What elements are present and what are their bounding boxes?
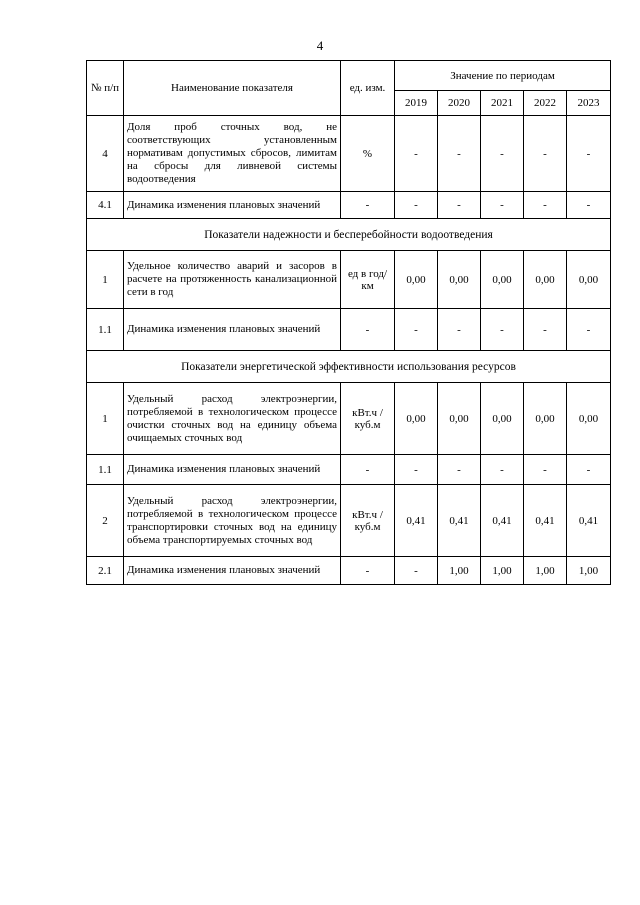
row-value: 1,00 — [438, 557, 481, 585]
row-number: 2.1 — [87, 557, 124, 585]
row-value: - — [395, 192, 438, 219]
row-value: - — [438, 192, 481, 219]
row-indicator-name: Динамика изменения плановых значений — [124, 309, 341, 351]
row-indicator-name: Удельное количество аварий и засоров в расчете на протяженность канализационной сети в год — [124, 251, 341, 309]
header-name: Наименование показателя — [124, 61, 341, 116]
row-number: 1 — [87, 251, 124, 309]
row-number: 1.1 — [87, 309, 124, 351]
row-indicator-name: Удельный расход электроэнергии, потребляемой в технологическом процессе очистки сточных вод на единицу объема очищаемых сточных вод — [124, 383, 341, 455]
table-row — [87, 455, 611, 485]
row-unit: - — [341, 455, 395, 485]
row-indicator-name: Доля проб сточных вод, не соответствующих установленным нормативам допустимых сбросов, лимитам на сбросы для ливневой системы водоотведения — [124, 116, 341, 192]
section-title: Показатели надежности и бесперебойности водоотведения — [87, 219, 611, 251]
row-unit: - — [341, 557, 395, 585]
row-number: 2 — [87, 485, 124, 557]
section-title: Показатели энергетической эффективности использования ресурсов — [87, 351, 611, 383]
row-number: 1.1 — [87, 455, 124, 485]
row-value: - — [524, 309, 567, 351]
row-indicator-name: Динамика изменения плановых значений — [124, 455, 341, 485]
row-value: - — [481, 116, 524, 192]
row-number: 1 — [87, 383, 124, 455]
row-indicator-name: Удельный расход электроэнергии, потребляемой в технологическом процессе транспортировки сточных вод на единицу объема транспортируемых сточных вод — [124, 485, 341, 557]
row-unit: - — [341, 309, 395, 351]
row-unit: ед в год/ км — [341, 251, 395, 309]
table-row — [87, 485, 611, 557]
row-unit: % — [341, 116, 395, 192]
table-row — [87, 192, 611, 219]
row-value: - — [395, 455, 438, 485]
row-value: - — [438, 309, 481, 351]
row-value: - — [567, 309, 611, 351]
table-row — [87, 383, 611, 455]
header-year: 2021 — [481, 91, 524, 116]
row-unit: кВт.ч / куб.м — [341, 383, 395, 455]
row-indicator-name: Динамика изменения плановых значений — [124, 557, 341, 585]
row-value: 0,00 — [395, 383, 438, 455]
row-value: 0,00 — [438, 383, 481, 455]
row-indicator-name: Динамика изменения плановых значений — [124, 192, 341, 219]
table-row — [87, 309, 611, 351]
row-value: 0,00 — [481, 383, 524, 455]
row-value: - — [481, 309, 524, 351]
row-value: 1,00 — [481, 557, 524, 585]
row-value: 0,00 — [438, 251, 481, 309]
row-value: - — [524, 192, 567, 219]
row-unit: - — [341, 192, 395, 219]
row-value: 1,00 — [524, 557, 567, 585]
page-number: 4 — [316, 38, 324, 53]
section-row — [87, 351, 611, 383]
row-number: 4.1 — [87, 192, 124, 219]
row-value: 0,41 — [524, 485, 567, 557]
row-value: 0,00 — [524, 383, 567, 455]
row-value: - — [395, 557, 438, 585]
row-value: - — [438, 455, 481, 485]
row-value: - — [438, 116, 481, 192]
header-unit: ед. изм. — [341, 61, 395, 116]
row-value: - — [524, 455, 567, 485]
row-value: 0,41 — [395, 485, 438, 557]
table-row — [87, 557, 611, 585]
row-value: - — [567, 192, 611, 219]
header-periods: Значение по периодам — [395, 61, 611, 91]
header-year: 2023 — [567, 91, 611, 116]
row-value: - — [395, 116, 438, 192]
row-value: - — [395, 309, 438, 351]
indicators-table — [86, 60, 611, 585]
header-num: № п/п — [87, 61, 124, 116]
row-value: - — [481, 455, 524, 485]
table-row — [87, 116, 611, 192]
row-value: - — [567, 116, 611, 192]
section-row — [87, 219, 611, 251]
row-value: 0,41 — [481, 485, 524, 557]
row-unit: кВт.ч / куб.м — [341, 485, 395, 557]
row-value: 0,00 — [524, 251, 567, 309]
table-row — [87, 251, 611, 309]
row-value: 0,00 — [481, 251, 524, 309]
row-number: 4 — [87, 116, 124, 192]
row-value: 0,00 — [395, 251, 438, 309]
row-value: 0,41 — [567, 485, 611, 557]
row-value: - — [567, 455, 611, 485]
header-year: 2022 — [524, 91, 567, 116]
header-year: 2019 — [395, 91, 438, 116]
row-value: 1,00 — [567, 557, 611, 585]
row-value: - — [481, 192, 524, 219]
row-value: 0,41 — [438, 485, 481, 557]
row-value: 0,00 — [567, 383, 611, 455]
row-value: 0,00 — [567, 251, 611, 309]
header-year: 2020 — [438, 91, 481, 116]
row-value: - — [524, 116, 567, 192]
